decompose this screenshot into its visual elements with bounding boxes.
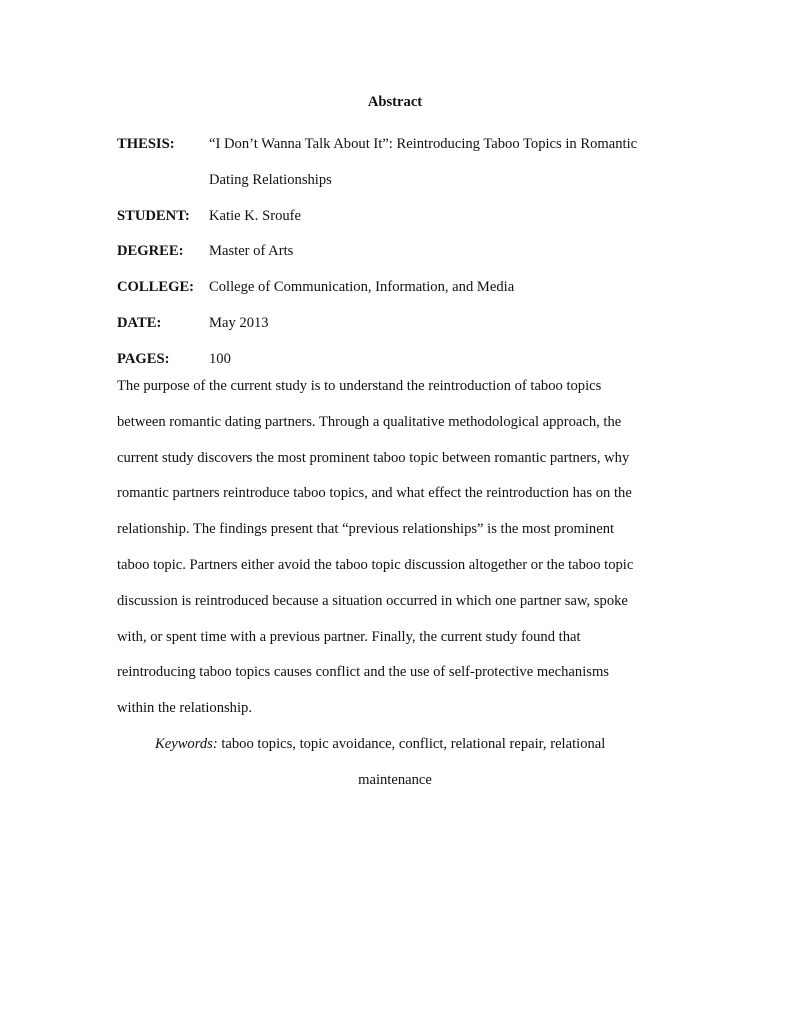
keywords-paragraph (117, 727, 673, 799)
student-label: STUDENT: (117, 207, 190, 224)
keywords-label: Keywords: (155, 736, 218, 752)
college-row (117, 270, 677, 306)
degree-row (117, 234, 677, 270)
abstract-line: within the relationship. (117, 700, 252, 717)
abstract-line: current study discovers the most prominent taboo topic between romantic partners, why (117, 449, 630, 466)
abstract-line: between romantic dating partners. Through a qualitative methodological approach, the (117, 413, 622, 430)
pages-value: 100 (209, 350, 231, 367)
college-label: COLLEGE: (117, 279, 195, 296)
abstract-line: relationship. The findings present that “previous relationships” is the most prominent (117, 521, 615, 538)
student-value: Katie K. Sroufe (209, 207, 301, 224)
abstract-heading: Abstract (367, 94, 423, 110)
abstract-line: The purpose of the current study is to understand the reintroduction of taboo topics (117, 378, 602, 394)
degree-label: DEGREE: (117, 243, 184, 260)
degree-value: Master of Arts (209, 243, 294, 260)
pages-label: PAGES: (117, 350, 170, 367)
date-value: May 2013 (209, 314, 269, 331)
thesis-value (209, 127, 677, 199)
student-row (117, 199, 677, 235)
abstract-line: with, or spent time with a previous partner. Finally, the current study found that (117, 628, 581, 645)
thesis-row (117, 127, 677, 199)
abstract-line: taboo topic. Partners either avoid the taboo topic discussion altogether or the taboo topic (117, 556, 634, 573)
abstract-body (117, 369, 669, 727)
keywords-text: taboo topics, topic avoidance, conflict, relational repair, relational (217, 736, 606, 752)
thesis-metadata (117, 127, 677, 378)
abstract-line: reintroducing taboo topics causes conflict and the use of self-protective mechanisms (117, 664, 609, 681)
thesis-title-line: Dating Relationships (209, 171, 332, 188)
abstract-line: discussion is reintroduced because a situation occurred in which one partner saw, spoke (117, 592, 628, 609)
abstract-line: romantic partners reintroduce taboo topics, and what effect the reintroduction has on the (117, 485, 632, 502)
date-row (117, 306, 677, 342)
thesis-title-line: “I Don’t Wanna Talk About It”: Reintroducing Taboo Topics in Romantic (209, 136, 638, 152)
date-label: DATE: (117, 314, 162, 331)
keywords-line: maintenance (358, 771, 432, 788)
college-value: College of Communication, Information, and Media (209, 279, 515, 296)
keywords-line (117, 727, 673, 763)
thesis-label: THESIS: (117, 136, 175, 152)
document-page (117, 0, 677, 1024)
